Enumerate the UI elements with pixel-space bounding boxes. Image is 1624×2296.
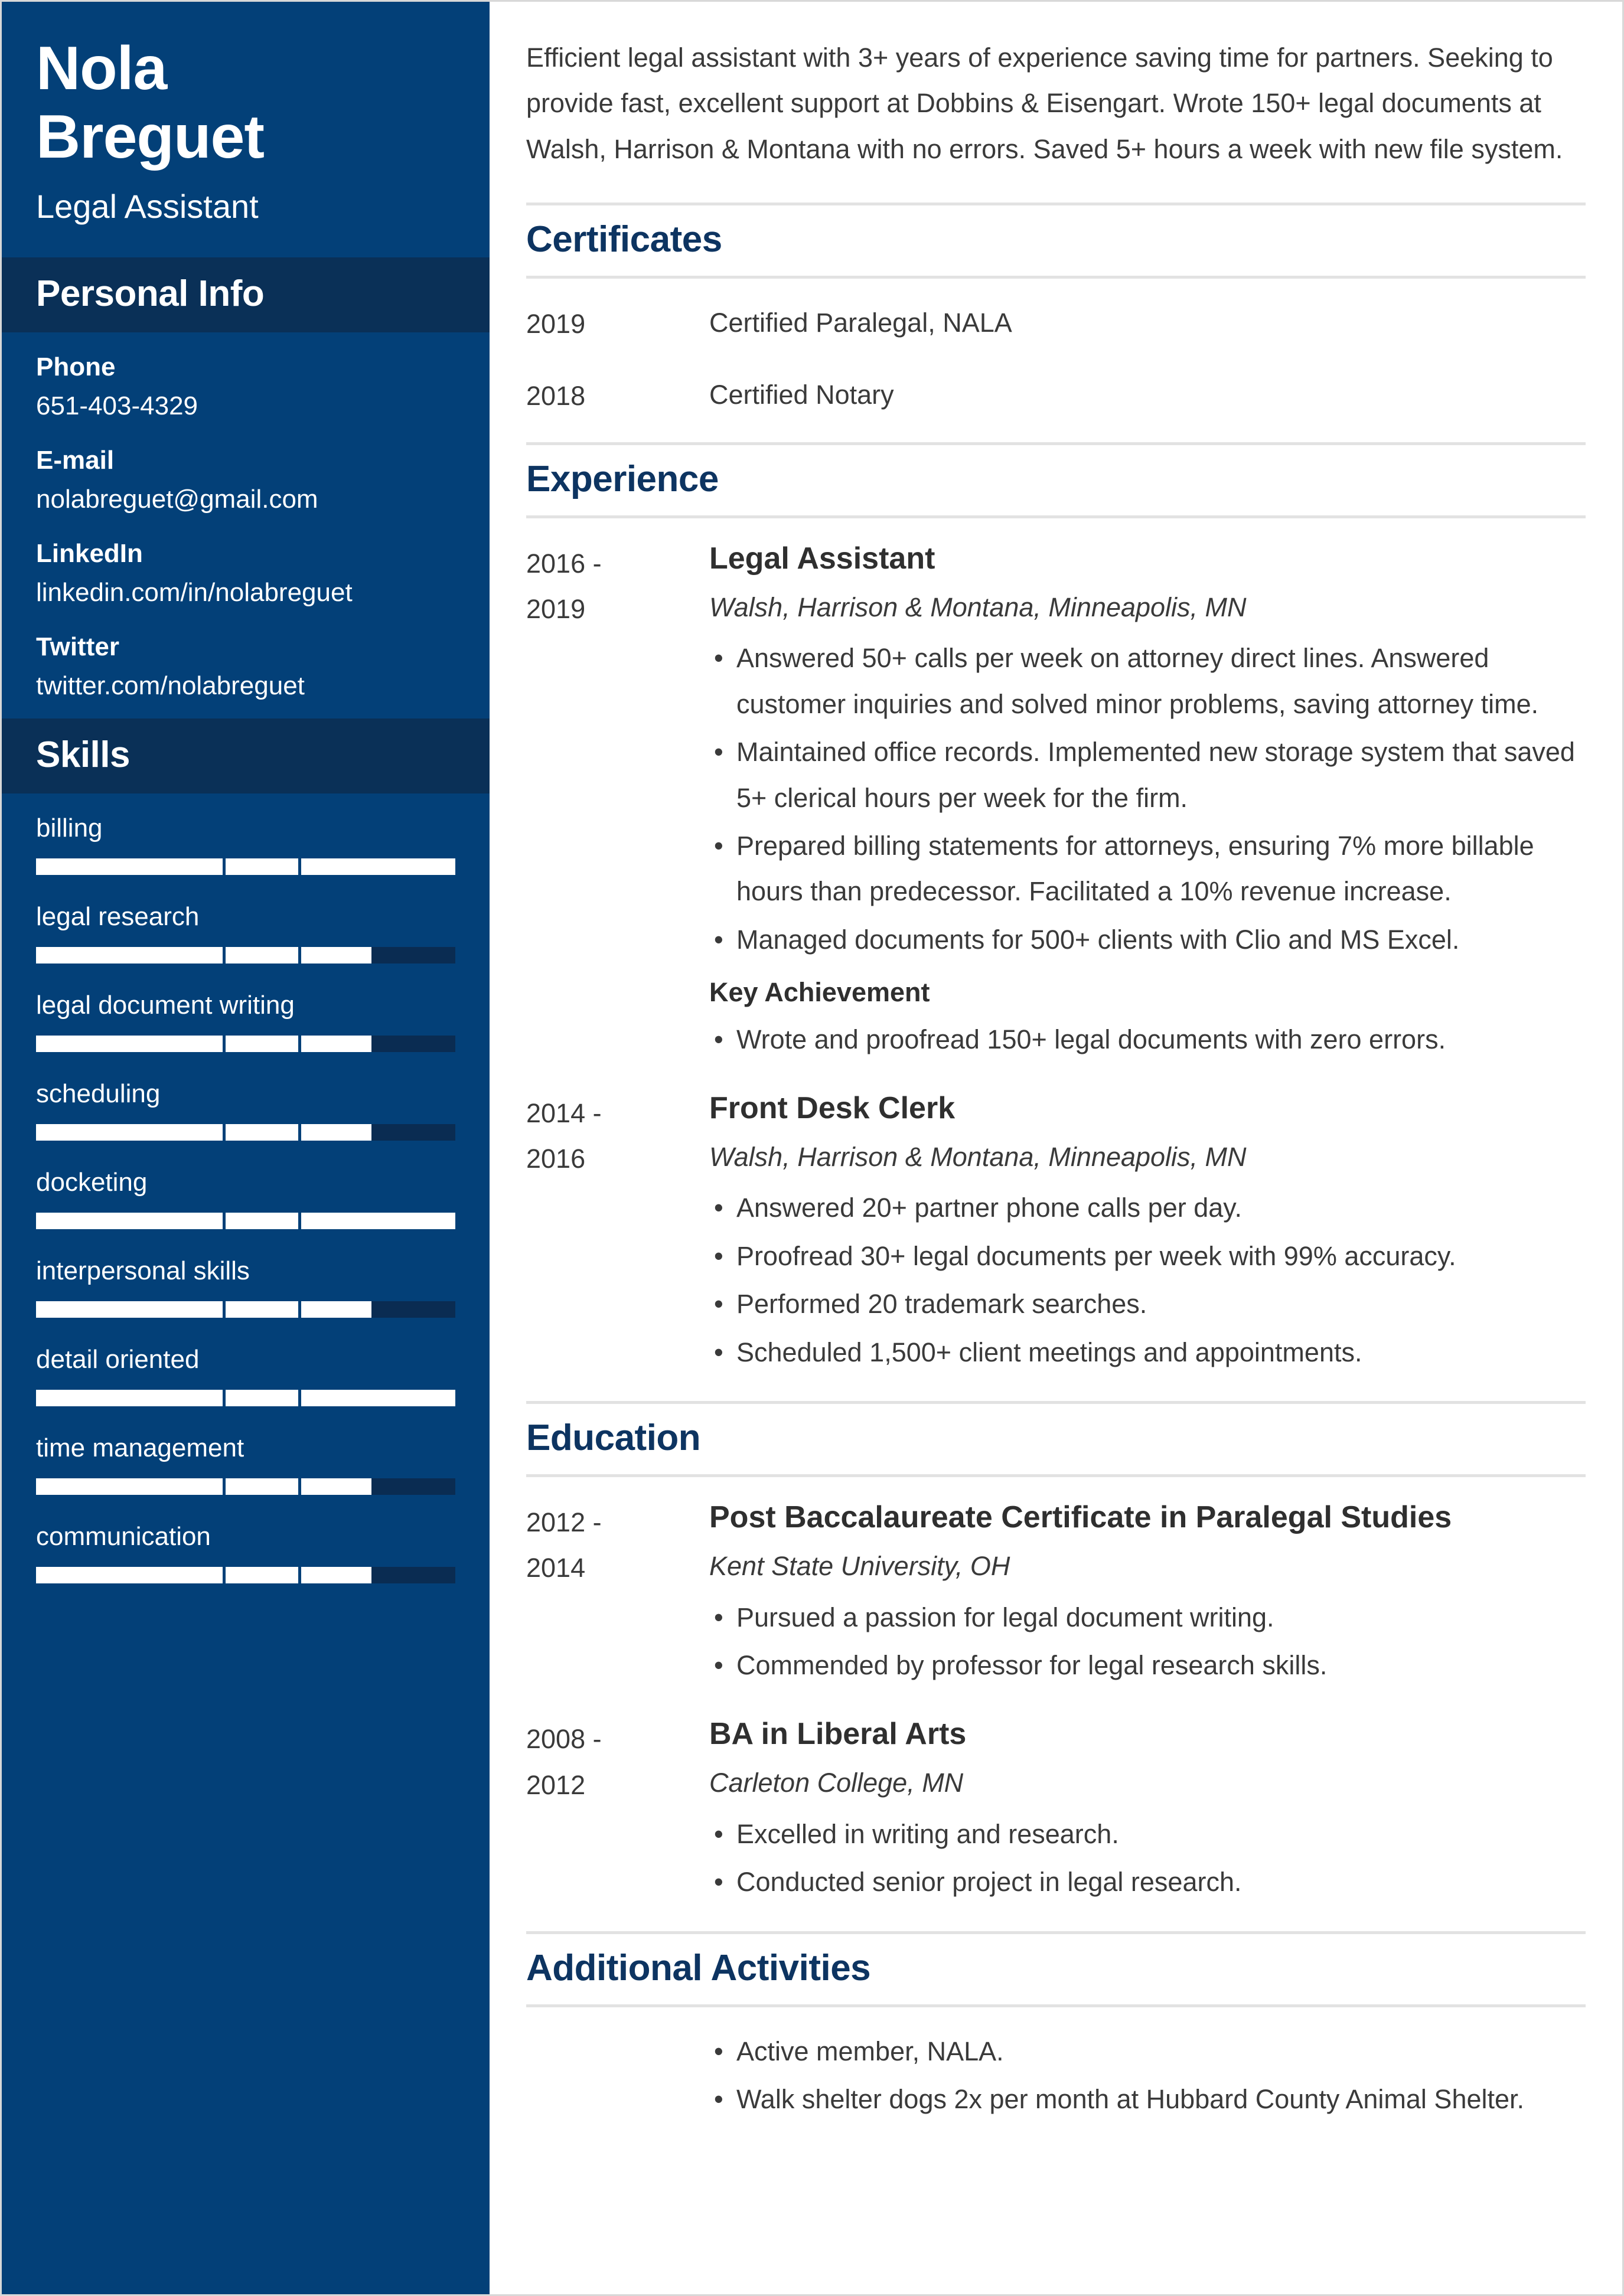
entry-organization: Walsh, Harrison & Montana, Minneapolis, MN xyxy=(709,592,1247,622)
skill-level-bar xyxy=(36,1124,455,1141)
job-title: Legal Assistant xyxy=(36,187,259,225)
section-additional-activities xyxy=(526,1931,1586,2143)
skill-bar-divider xyxy=(298,1213,301,1229)
bullet-item: • Managed documents for 500+ clients with Clio and MS Excel. xyxy=(709,917,1586,962)
personal-info-heading: Personal Info xyxy=(2,257,490,332)
skill-name: interpersonal skills xyxy=(36,1256,250,1285)
bullet-item: • Answered 20+ partner phone calls per day. xyxy=(709,1185,1586,1230)
bullet-list xyxy=(709,1017,1586,1062)
skill-level-fill xyxy=(36,1124,371,1141)
skill-bar-divider xyxy=(298,1036,301,1052)
skill-name: docketing xyxy=(36,1167,148,1197)
skill-level-fill xyxy=(36,1478,371,1495)
entry-organization: Carleton College, MN xyxy=(709,1768,964,1798)
skill-bar-divider xyxy=(298,1390,301,1406)
section-title: Certificates xyxy=(526,219,722,260)
bullet-item: • Proofread 30+ legal documents per week with 99% accuracy. xyxy=(709,1233,1586,1279)
skill-name: communication xyxy=(36,1521,211,1551)
entry-body xyxy=(709,540,1586,1064)
skill-level-fill xyxy=(36,1567,371,1583)
entry-title: Post Baccalaureate Certificate in Paralegal Studies xyxy=(709,1500,1452,1535)
skills-heading: Skills xyxy=(2,718,490,793)
entry-body xyxy=(709,1089,1586,1377)
certificate-name: Certified Notary xyxy=(709,379,894,410)
contact-label: LinkedIn xyxy=(36,538,143,568)
name-block xyxy=(2,2,490,257)
skill-level-fill xyxy=(36,1301,371,1318)
contact-label: Phone xyxy=(36,352,116,381)
skill-bar-divider xyxy=(298,1567,301,1583)
skill-name: time management xyxy=(36,1433,244,1462)
entry-date-end: 2019 xyxy=(526,594,586,625)
skill-name: legal research xyxy=(36,902,200,931)
entry-date-range xyxy=(526,1089,709,1182)
entry-date-range xyxy=(526,540,709,632)
entry-date-range xyxy=(526,1498,709,1591)
skill-bar-divider xyxy=(223,1390,226,1406)
contact-item-twitter xyxy=(36,632,455,701)
section-education xyxy=(526,1401,1586,1929)
skill-item xyxy=(36,1079,455,1141)
bullet-list xyxy=(709,635,1586,962)
bullet-list xyxy=(709,1811,1586,1905)
bullet-item: • Wrote and proofread 150+ legal documents with zero errors. xyxy=(709,1017,1586,1062)
skill-item xyxy=(36,1345,455,1406)
entry-rows xyxy=(526,1477,1586,1929)
skill-name: billing xyxy=(36,813,103,842)
contact-value[interactable]: 651-403-4329 xyxy=(36,391,198,420)
certificate-body xyxy=(709,372,1586,417)
skill-level-bar xyxy=(36,1390,455,1406)
certificate-row xyxy=(526,300,1586,347)
skill-level-fill xyxy=(36,1036,371,1052)
contact-list xyxy=(2,332,490,718)
skill-bar-divider xyxy=(298,947,301,964)
entry-date-start: 2016 - xyxy=(526,548,602,579)
section-title: Experience xyxy=(526,458,719,499)
entry-organization: Walsh, Harrison & Montana, Minneapolis, MN xyxy=(709,1141,1247,1172)
skill-item xyxy=(36,991,455,1052)
entry-date-end: 2012 xyxy=(526,1769,586,1800)
contact-label: Twitter xyxy=(36,632,119,661)
entry-date-range xyxy=(526,1715,709,1808)
skill-item xyxy=(36,1433,455,1495)
bullet-list xyxy=(709,2029,1586,2122)
contact-item-phone xyxy=(36,352,455,421)
entry-body xyxy=(709,1498,1586,1690)
contact-value[interactable]: linkedin.com/in/nolabreguet xyxy=(36,577,353,607)
entry-date-start: 2008 - xyxy=(526,1724,602,1755)
bullet-item: • Performed 20 trademark searches. xyxy=(709,1281,1586,1327)
skill-bar-divider xyxy=(223,947,226,964)
bullet-item: • Conducted senior project in legal research. xyxy=(709,1859,1586,1905)
entry-date-end: 2014 xyxy=(526,1553,586,1583)
bullet-item: • Commended by professor for legal research skills. xyxy=(709,1642,1586,1688)
bullet-item: • Scheduled 1,500+ client meetings and appointments. xyxy=(709,1330,1586,1375)
entry-row xyxy=(526,1498,1586,1690)
skill-bar-divider xyxy=(223,1301,226,1318)
skill-bar-divider xyxy=(298,1124,301,1141)
skill-bar-divider xyxy=(223,1036,226,1052)
skill-item xyxy=(36,1522,455,1583)
certificate-row xyxy=(526,372,1586,419)
entry-title: BA in Liberal Arts xyxy=(709,1717,967,1752)
bullet-list xyxy=(709,1185,1586,1375)
skill-item xyxy=(36,1168,455,1229)
skill-level-bar xyxy=(36,947,455,964)
bullet-item: • Active member, NALA. xyxy=(709,2029,1586,2074)
entry-row xyxy=(526,1089,1586,1377)
skill-name: detail oriented xyxy=(36,1344,200,1374)
skill-item xyxy=(36,814,455,875)
main-column xyxy=(490,2,1622,2294)
bullet-item: • Pursued a passion for legal document writing. xyxy=(709,1595,1586,1640)
section-certificates xyxy=(526,203,1586,440)
skill-level-bar xyxy=(36,858,455,875)
bullet-item: • Walk shelter dogs 2x per month at Hubbard County Animal Shelter. xyxy=(709,2076,1586,2122)
skill-level-fill xyxy=(36,1213,455,1229)
first-name: Nola xyxy=(36,34,167,103)
skill-level-bar xyxy=(36,1478,455,1495)
bullet-item: • Prepared billing statements for attorneys, ensuring 7% more billable hours than predecessor. Facilitated a 10% revenue increase. xyxy=(709,823,1586,915)
section-title: Education xyxy=(526,1418,701,1459)
activities-body xyxy=(526,2007,1586,2143)
skill-bar-divider xyxy=(298,858,301,875)
key-achievement-label: Key Achievement xyxy=(709,977,930,1008)
contact-value[interactable]: twitter.com/nolabreguet xyxy=(36,671,305,700)
skill-item xyxy=(36,1256,455,1318)
last-name: Breguet xyxy=(36,103,264,172)
certificate-rows xyxy=(526,279,1586,440)
contact-item-e-mail xyxy=(36,446,455,514)
entry-title: Legal Assistant xyxy=(709,541,935,576)
certificate-body xyxy=(709,300,1586,345)
contact-value[interactable]: nolabreguet@gmail.com xyxy=(36,484,318,514)
skill-bar-divider xyxy=(223,1478,226,1495)
sidebar xyxy=(2,2,490,2294)
skill-level-bar xyxy=(36,1213,455,1229)
certificate-name: Certified Paralegal, NALA xyxy=(709,308,1012,338)
entry-body xyxy=(709,1715,1586,1907)
sections-host xyxy=(526,203,1586,2142)
section-experience xyxy=(526,442,1586,1399)
skill-bar-divider xyxy=(223,1567,226,1583)
skill-level-bar xyxy=(36,1301,455,1318)
bullet-item: • Excelled in writing and research. xyxy=(709,1811,1586,1857)
bullet-item: • Maintained office records. Implemented new storage system that saved 5+ clerical hours per week for the firm. xyxy=(709,729,1586,821)
entry-row xyxy=(526,540,1586,1064)
contact-item-linkedin xyxy=(36,539,455,608)
bullet-item: • Answered 50+ calls per week on attorney direct lines. Answered customer inquiries and solved minor problems, saving attorney time. xyxy=(709,635,1586,727)
skill-bar-divider xyxy=(298,1301,301,1318)
certificate-year: 2018 xyxy=(526,380,586,411)
entry-date-start: 2014 - xyxy=(526,1098,602,1128)
skill-level-bar xyxy=(36,1567,455,1583)
bullet-list xyxy=(709,1595,1586,1688)
entry-rows xyxy=(526,518,1586,1399)
skills-list xyxy=(2,793,490,1619)
skill-name: legal document writing xyxy=(36,990,295,1020)
section-title: Additional Activities xyxy=(526,1947,871,1988)
professional-summary: Efficient legal assistant with 3+ years of experience saving time for partners. Seeking to provide fast, excellent support at Dobbins & Eisengart. Wrote 150+ legal documents at Walsh, Harrison & Montana with no errors. Saved 5+ hours a week with new file system. xyxy=(526,43,1563,164)
skill-bar-divider xyxy=(223,858,226,875)
skill-bar-divider xyxy=(298,1478,301,1495)
skill-level-bar xyxy=(36,1036,455,1052)
certificate-year: 2019 xyxy=(526,309,586,339)
skill-bar-divider xyxy=(223,1124,226,1141)
skill-level-fill xyxy=(36,858,455,875)
entry-organization: Kent State University, OH xyxy=(709,1551,1010,1582)
contact-label: E-mail xyxy=(36,445,115,475)
entry-title: Front Desk Clerk xyxy=(709,1090,956,1125)
entry-date-end: 2016 xyxy=(526,1144,586,1174)
entry-date-start: 2012 - xyxy=(526,1507,602,1538)
entry-row xyxy=(526,1715,1586,1907)
skill-name: scheduling xyxy=(36,1079,161,1108)
skill-item xyxy=(36,902,455,964)
skill-bar-divider xyxy=(223,1213,226,1229)
skill-level-fill xyxy=(36,1390,455,1406)
skill-level-fill xyxy=(36,947,371,964)
